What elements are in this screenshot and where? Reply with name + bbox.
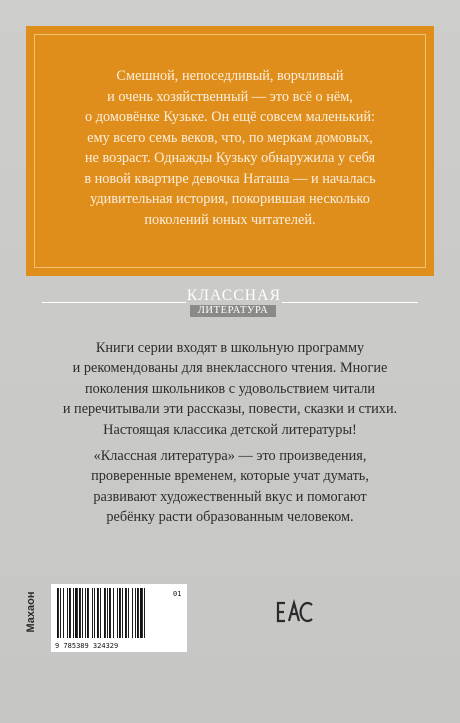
description-line: Книги серии входят в школьную программу [95,340,365,356]
annotation-line: Смешной, непоседливый, ворчливый [116,68,344,84]
barcode-graphic [51,584,187,652]
barcode-bar [79,588,81,638]
slogan-line: проверенные временем, которые учат думать, [91,468,369,485]
annotation-line: ему всего семь веков, что, по меркам домовых, [87,129,373,146]
barcode-bar [119,588,121,638]
annotation-line: не возраст. Однажды Кузьку обнаружила у себя [84,150,376,166]
barcode-bar [94,588,95,638]
slogan-line: ребёнку расти образованным человеком. [106,509,354,526]
publisher-logo [20,574,42,650]
barcode-bar [144,588,145,638]
barcode-bar [63,588,64,638]
series-title-bottom: ЛИТЕРАТУРА [190,305,276,317]
barcode-bar [125,588,127,638]
barcode-addon: 01 [173,590,182,598]
description-line: и перечитывали эти рассказы, повести, сказки и стихи. [62,401,398,418]
barcode-bar [113,588,114,638]
barcode-bar [85,588,86,638]
annotation-line: удивительная история, покорившая несколько [90,191,370,207]
barcode-bar [57,588,59,638]
barcode-bar [82,588,83,638]
series-logo [0,285,460,319]
description-line: и рекомендованы для внеклассного чтения. Многие [72,360,388,377]
barcode-bar [107,588,108,638]
logo-rule-right [282,302,418,303]
slogan-line: развивают художественный вкус и помогают [93,488,367,505]
slogan-line: «Классная литература» — это произведения, [93,448,367,464]
barcode-bar [75,588,78,638]
barcode-bar [122,588,123,638]
barcode-bar [135,588,136,638]
series-title-top: КЛАССНАЯ [186,287,282,304]
description-line: поколения школьников с удовольствием читали [84,380,376,397]
annotation-line: поколений юных читателей. [144,211,316,228]
barcode-bar [69,588,71,638]
publisher-name: Махаон [25,591,37,633]
eac-certification-mark [276,598,316,626]
barcode-digits: 9 785389 324329 [55,642,119,650]
description-line: Настоящая классика детской литературы! [103,421,357,438]
eac-icon [276,598,316,626]
book-annotation [40,66,420,230]
barcode-bar [104,588,106,638]
barcode-bar [109,588,111,638]
barcode-bar [97,588,99,638]
barcode-bar [73,588,74,638]
annotation-line: в новой квартире девочка Наташа — и началась [84,170,376,187]
logo-rule-left [42,302,186,303]
series-description [40,338,420,440]
barcode-bar [67,588,68,638]
isbn-barcode [51,584,187,652]
barcode-bar [100,588,101,638]
barcode-bar [132,588,133,638]
annotation-line: о домовёнке Кузьке. Он ещё совсем маленький: [85,109,375,125]
series-slogan [40,446,420,528]
barcode-bar [87,588,89,638]
barcode-bar [117,588,118,638]
barcode-bar [140,588,143,638]
annotation-line: и очень хозяйственный — это всё о нём, [107,88,353,105]
barcode-bar [137,588,139,638]
barcode-bar [128,588,129,638]
barcode-bar [60,588,61,638]
barcode-bar [92,588,93,638]
